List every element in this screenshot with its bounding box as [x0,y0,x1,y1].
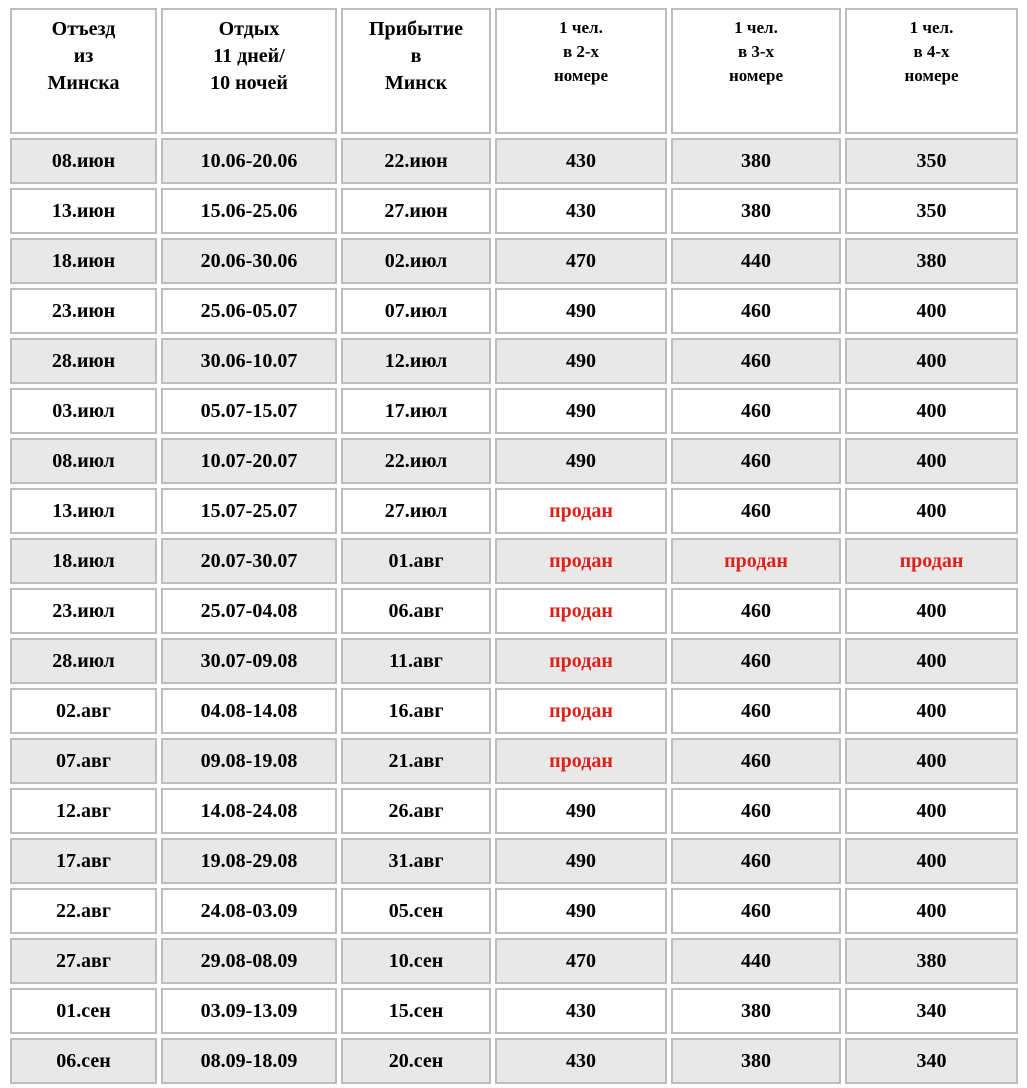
table-row [10,1038,1018,1084]
price-triple-cell: 460 [671,638,841,684]
price-quad-cell: 380 [845,938,1018,984]
arrival-date-cell: 26.авг [341,788,491,834]
departure-date-cell: 13.июн [10,188,157,234]
departure-date-cell: 03.июл [10,388,157,434]
table-row [10,488,1018,534]
arrival-date-cell: 11.авг [341,638,491,684]
price-triple-cell: 440 [671,938,841,984]
header-line: Отдых [218,18,280,40]
price-double-cell: 490 [495,338,667,384]
price-quad-cell: 400 [845,788,1018,834]
price-triple-cell: 460 [671,388,841,434]
price-triple-cell: 380 [671,1038,841,1084]
stay-period-cell: 15.06-25.06 [161,188,337,234]
arrival-date-cell: 27.июл [341,488,491,534]
price-double-cell: 430 [495,1038,667,1084]
price-triple-cell: 460 [671,488,841,534]
arrival-date-cell: 07.июл [341,288,491,334]
price-quad-cell: 350 [845,188,1018,234]
price-triple-cell: 380 [671,138,841,184]
price-quad-cell: 400 [845,688,1018,734]
price-quad-cell: 400 [845,288,1018,334]
price-double-cell: 490 [495,788,667,834]
header-line: Прибытие [368,18,464,40]
price-double-cell: продан [495,488,667,534]
arrival-date-cell: 16.авг [341,688,491,734]
price-quad-cell: 340 [845,988,1018,1034]
price-quad-cell: 400 [845,838,1018,884]
price-double-cell: 470 [495,238,667,284]
table-row [10,738,1018,784]
departure-date-cell: 08.июн [10,138,157,184]
price-triple-cell: продан [671,538,841,584]
table-row [10,988,1018,1034]
header-line: 10 ночей [210,72,288,94]
table-row [10,388,1018,434]
header-departure [10,8,157,134]
table-row [10,538,1018,584]
price-quad-cell: 400 [845,338,1018,384]
header-row [10,8,1018,134]
header-line: в 3-х [737,42,775,61]
price-table-container [6,4,1022,1088]
price-double-cell: продан [495,638,667,684]
departure-date-cell: 01.сен [10,988,157,1034]
departure-date-cell: 23.июл [10,588,157,634]
stay-period-cell: 25.06-05.07 [161,288,337,334]
header-price-triple [671,8,841,134]
stay-period-cell: 10.06-20.06 [161,138,337,184]
stay-period-cell: 08.09-18.09 [161,1038,337,1084]
table-row [10,788,1018,834]
header-line: 1 чел. [559,18,603,37]
arrival-date-cell: 10.сен [341,938,491,984]
table-row [10,588,1018,634]
stay-period-cell: 20.07-30.07 [161,538,337,584]
header-price-quad [845,8,1018,134]
price-triple-cell: 380 [671,188,841,234]
table-row [10,138,1018,184]
price-quad-cell: 350 [845,138,1018,184]
price-triple-cell: 380 [671,988,841,1034]
price-quad-cell: 400 [845,588,1018,634]
departure-date-cell: 18.июн [10,238,157,284]
header-line: 1 чел. [734,18,778,37]
departure-date-cell: 02.авг [10,688,157,734]
price-quad-cell: продан [845,538,1018,584]
arrival-date-cell: 22.июл [341,438,491,484]
price-quad-cell: 380 [845,238,1018,284]
price-double-cell: продан [495,688,667,734]
price-double-cell: 490 [495,438,667,484]
stay-period-cell: 15.07-25.07 [161,488,337,534]
header-line: Минска [47,72,120,94]
tour-price-table [6,4,1022,1088]
price-triple-cell: 440 [671,238,841,284]
table-row [10,938,1018,984]
stay-period-cell: 04.08-14.08 [161,688,337,734]
header-line: номере [728,66,784,85]
table-row [10,238,1018,284]
arrival-date-cell: 22.июн [341,138,491,184]
arrival-date-cell: 12.июл [341,338,491,384]
price-double-cell: 470 [495,938,667,984]
departure-date-cell: 07.авг [10,738,157,784]
price-triple-cell: 460 [671,788,841,834]
table-header [10,8,1018,134]
departure-date-cell: 28.июн [10,338,157,384]
stay-period-cell: 03.09-13.09 [161,988,337,1034]
departure-date-cell: 06.сен [10,1038,157,1084]
price-quad-cell: 400 [845,438,1018,484]
table-row [10,188,1018,234]
stay-period-cell: 20.06-30.06 [161,238,337,284]
table-row [10,638,1018,684]
arrival-date-cell: 31.авг [341,838,491,884]
stay-period-cell: 09.08-19.08 [161,738,337,784]
header-line: в 2-х [562,42,600,61]
price-double-cell: 490 [495,888,667,934]
header-line: 11 дней/ [213,45,285,67]
price-quad-cell: 400 [845,388,1018,434]
price-quad-cell: 400 [845,638,1018,684]
price-double-cell: 490 [495,388,667,434]
price-triple-cell: 460 [671,288,841,334]
departure-date-cell: 08.июл [10,438,157,484]
arrival-date-cell: 05.сен [341,888,491,934]
price-quad-cell: 400 [845,738,1018,784]
price-triple-cell: 460 [671,688,841,734]
stay-period-cell: 10.07-20.07 [161,438,337,484]
header-arrival [341,8,491,134]
price-double-cell: 430 [495,188,667,234]
arrival-date-cell: 20.сен [341,1038,491,1084]
price-double-cell: продан [495,538,667,584]
header-line: в [410,45,422,67]
stay-period-cell: 19.08-29.08 [161,838,337,884]
departure-date-cell: 23.июн [10,288,157,334]
price-triple-cell: 460 [671,588,841,634]
price-double-cell: 430 [495,988,667,1034]
price-triple-cell: 460 [671,838,841,884]
price-double-cell: продан [495,738,667,784]
stay-period-cell: 05.07-15.07 [161,388,337,434]
price-double-cell: 430 [495,138,667,184]
departure-date-cell: 27.авг [10,938,157,984]
table-row [10,838,1018,884]
header-stay [161,8,337,134]
arrival-date-cell: 02.июл [341,238,491,284]
table-row [10,338,1018,384]
price-quad-cell: 400 [845,888,1018,934]
price-triple-cell: 460 [671,438,841,484]
header-line: Отъезд [51,18,116,40]
table-row [10,438,1018,484]
stay-period-cell: 24.08-03.09 [161,888,337,934]
arrival-date-cell: 01.авг [341,538,491,584]
departure-date-cell: 28.июл [10,638,157,684]
price-triple-cell: 460 [671,338,841,384]
price-triple-cell: 460 [671,888,841,934]
header-line: Минск [384,72,448,94]
arrival-date-cell: 21.авг [341,738,491,784]
departure-date-cell: 13.июл [10,488,157,534]
stay-period-cell: 14.08-24.08 [161,788,337,834]
stay-period-cell: 29.08-08.09 [161,938,337,984]
price-quad-cell: 340 [845,1038,1018,1084]
arrival-date-cell: 17.июл [341,388,491,434]
price-double-cell: 490 [495,288,667,334]
table-row [10,888,1018,934]
table-row [10,288,1018,334]
departure-date-cell: 12.авг [10,788,157,834]
header-line: 1 чел. [909,18,954,37]
departure-date-cell: 18.июл [10,538,157,584]
header-line: номере [904,66,959,85]
table-body [10,138,1018,1084]
price-double-cell: продан [495,588,667,634]
header-line: номере [553,66,609,85]
departure-date-cell: 22.авг [10,888,157,934]
table-row [10,688,1018,734]
header-line: в 4-х [913,42,950,61]
header-price-double [495,8,667,134]
price-double-cell: 490 [495,838,667,884]
price-triple-cell: 460 [671,738,841,784]
price-quad-cell: 400 [845,488,1018,534]
header-line: из [73,45,94,67]
arrival-date-cell: 15.сен [341,988,491,1034]
departure-date-cell: 17.авг [10,838,157,884]
stay-period-cell: 25.07-04.08 [161,588,337,634]
arrival-date-cell: 27.июн [341,188,491,234]
arrival-date-cell: 06.авг [341,588,491,634]
stay-period-cell: 30.06-10.07 [161,338,337,384]
stay-period-cell: 30.07-09.08 [161,638,337,684]
